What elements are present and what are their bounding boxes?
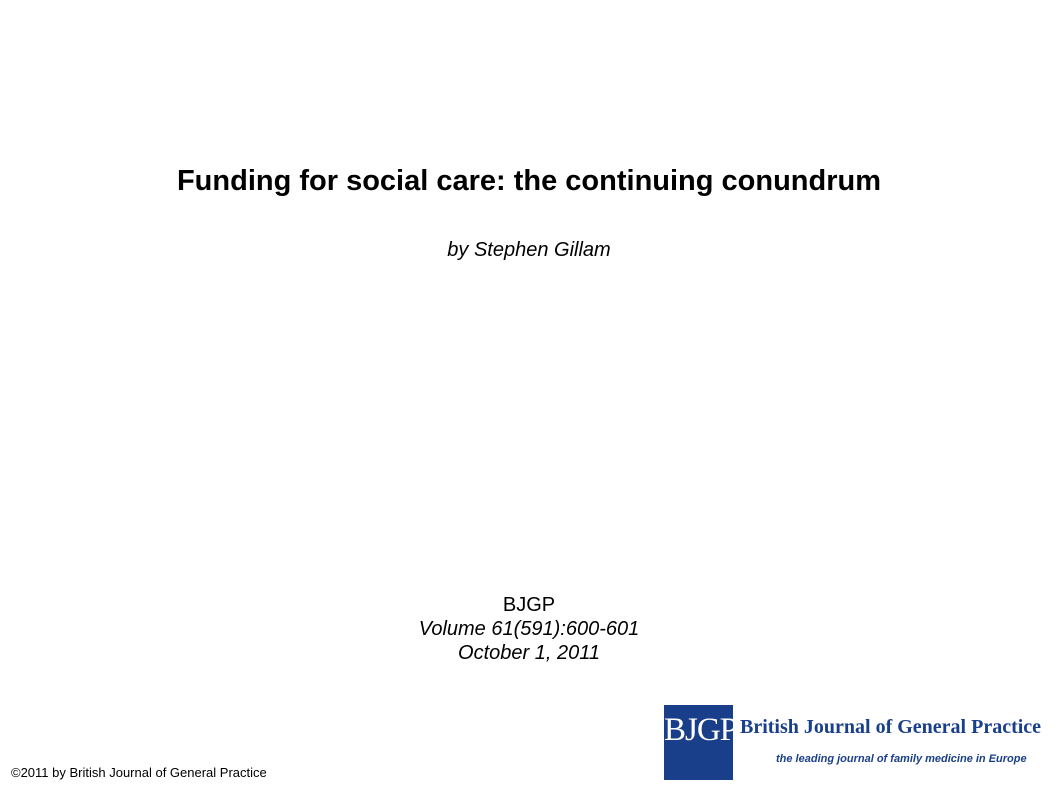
bjgp-logo: [664, 705, 1042, 780]
article-title: Funding for social care: the continuing conundrum: [176, 165, 882, 197]
journal-tagline: the leading journal of family medicine in Europe: [776, 753, 1027, 765]
copyright-notice: ©2011 by British Journal of General Practice: [11, 765, 267, 780]
journal-name: BJGP: [502, 594, 556, 616]
publication-date: October 1, 2011: [458, 642, 600, 664]
journal-full-name: British Journal of General Practice: [740, 716, 1042, 738]
volume-info: Volume 61(591):600-601: [418, 618, 640, 640]
author-byline: by Stephen Gillam: [447, 239, 611, 261]
bjgp-logo-mark: BJGP: [664, 705, 733, 780]
citation-block: [0, 593, 1058, 665]
